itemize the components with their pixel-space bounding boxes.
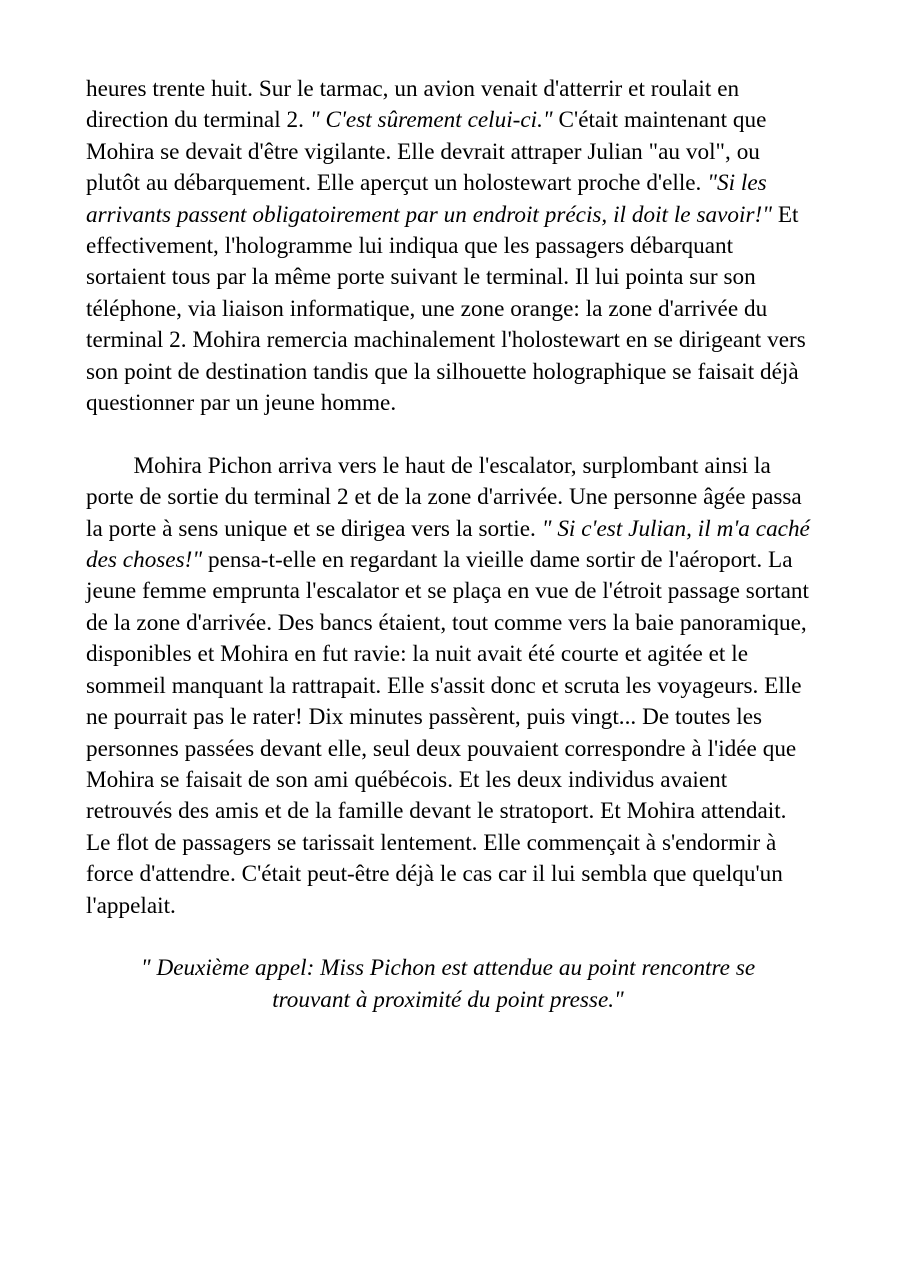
announcement-block: " Deuxième appel: Miss Pichon est attendue au point rencontre se trouvant à proximité du point presse." (140, 955, 756, 1013)
paragraph-1-run-roman-3: Et effectivement, l'hologramme lui indiqua que les passagers débarquant sortaient tous par la même porte suivant le terminal. Il lui pointa sur son téléphone, via liaison informatique, une zone orange: la zone d'arrivée du terminal 2. Mohira remercia machinalement l'holostewart en se dirigeant vers son point de destination tandis que la silhouette holographique se faisait déjà questionner par un jeune homme. (86, 201, 806, 417)
paragraph-1-run-roman-1: heures trente huit. Sur le tarmac, un avion venait d'atterrir et roulait en direction du terminal 2. (86, 76, 740, 134)
paragraph-2-run-roman-1: Mohira Pichon arriva vers le haut de l'escalator, surplombant ainsi la porte de sortie du terminal 2 et de la zone d'arrivée. Une personne âgée passa la porte à sens unique et se dirigea vers la sortie. (86, 452, 802, 542)
paragraph-2-run-roman-3: Dix minutes passèrent, puis vingt... De toutes les personnes passées devant elle, seul deux pouvaient correspondre à l'idée que Mohira se faisait de son ami québécois. Et les deux individus avaient retrouvés des amis et de la famille devant le stratoport. Et Mohira attendait. Le flot de passagers se tarissait lentement. Elle commençait à s'endormir à force d'attendre. C'était peut-être déjà le cas car il lui sembla que quelqu'un l'appelait. (86, 704, 797, 919)
paragraph-1-run-roman-2: C'était maintenant que Mohira se devait d'être vigilante. Elle devrait attraper Julian "au vol", ou plutôt au débarquement. Elle aperçut un holostewart proche d'elle. (86, 107, 767, 197)
paragraph-1-quote-2: "Si les arrivants passent obligatoirement par un endroit précis, il doit le savoir!" (86, 170, 772, 228)
paragraph-2-quote-1: " Si c'est Julian, il m'a caché des choses!" (86, 515, 810, 574)
paragraph-1-quote-1: " C'est sûrement celui-ci." (309, 107, 553, 134)
paragraph-gap-2 (86, 922, 810, 953)
paragraph-2-run-roman-2: pensa-t-elle en regardant la vieille dame sortir de l'aéroport. La jeune femme emprunta l'escalator et se plaça en vue de l'étroit passage sortant de la zone d'arrivée. Des bancs étaient, tout comme vers la baie panoramique, disponibles et Mohira en fut ravie: la nuit avait été courte et agitée et le sommeil manquant la rattrapait. Elle s'assit donc et scruta les voyageurs. Elle ne pourrait pas le rater! (86, 547, 809, 731)
paragraph-1 (86, 74, 810, 419)
document-body (86, 74, 810, 1016)
paragraph-gap-1 (86, 419, 810, 450)
paragraph-2 (86, 451, 810, 922)
